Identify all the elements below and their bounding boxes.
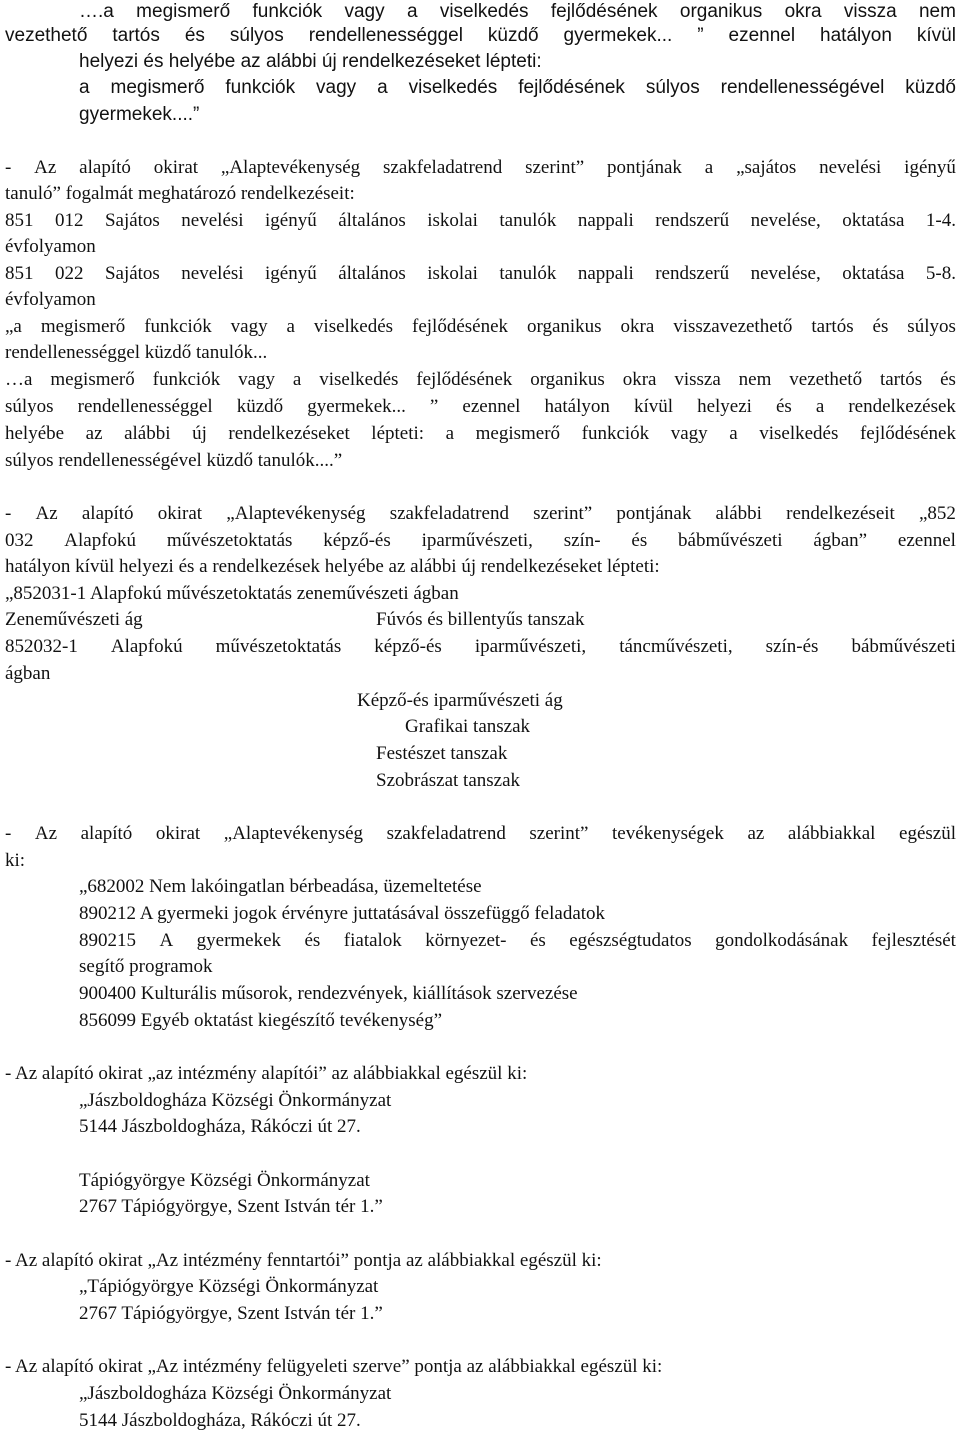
branch-fine-arts: Képző-és iparművészeti ág [357, 690, 563, 711]
section3-line-1: - Az alapító okirat „Alaptevékenység szakfeladatrend szerint” tevékenységek az alábbiakkal egészül [5, 823, 956, 844]
dept-wind-keyboard: Fúvós és billentyűs tanszak [376, 609, 585, 630]
founder-1-address: 5144 Jászboldogháza, Rákóczi út 27. [79, 1116, 361, 1137]
activity-item-3: 890215 A gyermekek és fiatalok környezet- és egészségtudatos gondolkodásának fejlesztését [79, 930, 956, 951]
section2-line-2: 032 Alapfokú művészetoktatás képző-és iparművészeti, szín- és bábművészeti ágban” ezennel [5, 530, 956, 551]
supervisor-name: „Jászboldogháza Községi Önkormányzat [79, 1383, 392, 1404]
section1-line-2: tanuló” fogalmát meghatározó rendelkezéseit: [5, 183, 355, 204]
activity-item-1: „682002 Nem lakóingatlan bérbeadása, üzemeltetése [79, 876, 482, 897]
section1-line-7: „a megismerő funkciók vagy a viselkedés fejlődésének organikus okra visszavezethető tartós és súlyos [5, 316, 956, 337]
activity-item-4: 900400 Kulturális műsorok, rendezvények, kiállítások szervezése [79, 983, 578, 1004]
intro-line-4: a megismerő funkciók vagy a viselkedés fejlődésének súlyos rendellenességével küzdő [79, 77, 956, 98]
section1-line-10: súlyos rendellenességgel küzdő gyermekek... ” ezennel hatályon kívül helyezi és a rendelkezések [5, 396, 956, 417]
dept-painting: Festészet tanszak [376, 743, 508, 764]
section1-line-12: súlyos rendellenességével küzdő tanulók....” [5, 450, 343, 471]
section1-line-4: évfolyamon [5, 236, 96, 257]
founder-2-address: 2767 Tápiógyörgye, Szent István tér 1.” [79, 1196, 383, 1217]
activity-item-5: 856099 Egyéb oktatást kiegészítő tevékenység” [79, 1010, 443, 1031]
section1-line-3: 851 012 Sajátos nevelési igényű általános iskolai tanulók nappali rendszerű nevelése, oktatása 1-4. [5, 210, 956, 231]
branch-music: Zeneművészeti ág [5, 609, 143, 630]
section1-line-11: helyébe az alábbi új rendelkezéseket lépteti: a megismerő funkciók vagy a viselkedés fejlődésének [5, 423, 956, 444]
section2-line-6: ágban [5, 663, 51, 684]
activity-item-2: 890212 A gyermeki jogok érvényre juttatásával összefüggő feladatok [79, 903, 606, 924]
dept-sculpture: Szobrászat tanszak [376, 770, 521, 791]
activity-item-3-cont: segítő programok [79, 956, 213, 977]
section1-line-9: …a megismerő funkciók vagy a viselkedés fejlődésének organikus okra vissza nem vezethető tartós és [5, 369, 956, 390]
section1-line-6: évfolyamon [5, 289, 96, 310]
section5-line-1: - Az alapító okirat „Az intézmény fenntartói” pontja az alábbiakkal egészül ki: [5, 1250, 602, 1271]
section3-line-2: ki: [5, 850, 26, 871]
intro-line-3: helyezi és helyébe az alábbi új rendelkezéseket lépteti: [79, 51, 542, 72]
section2-line-5: 852032-1 Alapfokú művészetoktatás képző-és iparművészeti, táncművészeti, szín-és bábművészeti [5, 636, 956, 657]
dept-graphics: Grafikai tanszak [405, 716, 531, 737]
section2-line-4: „852031-1 Alapfokú művészetoktatás zeneművészeti ágban [5, 583, 459, 604]
founder-2-name: Tápiógyörgye Községi Önkormányzat [79, 1170, 370, 1191]
section2-line-1: - Az alapító okirat „Alaptevékenység szakfeladatrend szerint” pontjának alábbi rendelkezéseit „852 [5, 503, 956, 524]
supervisor-address: 5144 Jászboldogháza, Rákóczi út 27. [79, 1410, 361, 1431]
intro-line-1: ….a megismerő funkciók vagy a viselkedés fejlődésének organikus okra vissza nem [79, 1, 956, 22]
section2-line-3: hatályon kívül helyezi és a rendelkezések helyébe az alábbi új rendelkezéseket lépteti: [5, 556, 660, 577]
intro-line-5: gyermekek....” [79, 104, 200, 125]
section4-line-1: - Az alapító okirat „az intézmény alapítói” az alábbiakkal egészül ki: [5, 1063, 528, 1084]
intro-line-2: vezethető tartós és súlyos rendellenességgel küzdő gyermekek... ” ezennel hatályon kívül [5, 25, 956, 46]
founder-1-name: „Jászboldogháza Községi Önkormányzat [79, 1090, 392, 1111]
maintainer-name: „Tápiógyörgye Községi Önkormányzat [79, 1276, 379, 1297]
maintainer-address: 2767 Tápiógyörgye, Szent István tér 1.” [79, 1303, 383, 1324]
section1-line-8: rendellenességgel küzdő tanulók... [5, 342, 268, 363]
section6-line-1: - Az alapító okirat „Az intézmény felügyeleti szerve” pontja az alábbiakkal egészül ki: [5, 1356, 663, 1377]
section1-line-1: - Az alapító okirat „Alaptevékenység szakfeladatrend szerint” pontjának a „sajátos nevelési igényű [5, 157, 956, 178]
section1-line-5: 851 022 Sajátos nevelési igényű általános iskolai tanulók nappali rendszerű nevelése, oktatása 5-8. [5, 263, 956, 284]
